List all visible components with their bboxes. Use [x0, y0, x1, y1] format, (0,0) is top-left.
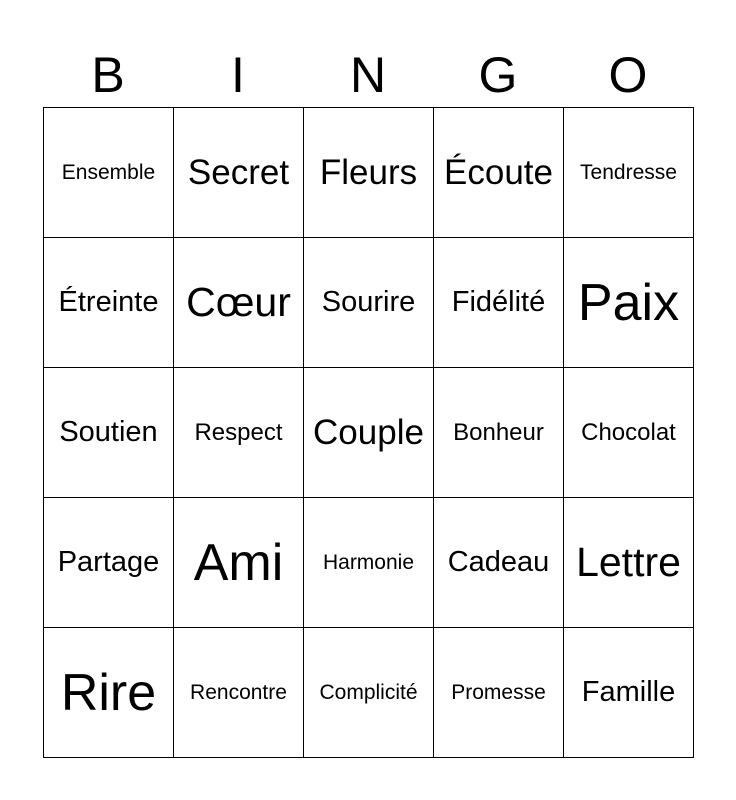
bingo-cell-r2c3[interactable]: Sourire [304, 238, 434, 368]
bingo-cell-r2c1[interactable]: Étreinte [44, 238, 174, 368]
header-letter-b: B [91, 47, 125, 103]
bingo-board [43, 107, 694, 758]
bingo-cell-r4c2[interactable]: Ami [174, 498, 304, 628]
bingo-cell-r5c2[interactable]: Rencontre [174, 628, 304, 758]
bingo-cell-r5c3[interactable]: Complicité [304, 628, 434, 758]
bingo-cell-r1c2[interactable]: Secret [174, 108, 304, 238]
bingo-cell-r5c4[interactable]: Promesse [434, 628, 564, 758]
header-letter-i: I [231, 47, 245, 103]
bingo-cell-r3c4[interactable]: Bonheur [434, 368, 564, 498]
bingo-cell-r1c5[interactable]: Tendresse [564, 108, 694, 238]
bingo-cell-r4c1[interactable]: Partage [44, 498, 174, 628]
bingo-cell-r2c4[interactable]: Fidélité [434, 238, 564, 368]
bingo-cell-r1c1[interactable]: Ensemble [44, 108, 174, 238]
bingo-cell-r1c3[interactable]: Fleurs [304, 108, 434, 238]
header-letter-o: O [608, 47, 648, 103]
bingo-cell-r2c5[interactable]: Paix [564, 238, 694, 368]
header-letter-n: N [349, 47, 387, 103]
bingo-cell-r4c4[interactable]: Cadeau [434, 498, 564, 628]
bingo-cell-r3c5[interactable]: Chocolat [564, 368, 694, 498]
bingo-cell-r3c1[interactable]: Soutien [44, 368, 174, 498]
bingo-header [43, 44, 693, 106]
bingo-cell-r3c3[interactable]: Couple [304, 368, 434, 498]
bingo-cell-r3c2[interactable]: Respect [174, 368, 304, 498]
bingo-cell-r4c5[interactable]: Lettre [564, 498, 694, 628]
bingo-cell-r5c1[interactable]: Rire [44, 628, 174, 758]
bingo-cell-r1c4[interactable]: Écoute [434, 108, 564, 238]
bingo-cell-r5c5[interactable]: Famille [564, 628, 694, 758]
bingo-cell-r2c2[interactable]: Cœur [174, 238, 304, 368]
bingo-cell-r4c3[interactable]: Harmonie [304, 498, 434, 628]
header-letter-g: G [478, 47, 518, 103]
